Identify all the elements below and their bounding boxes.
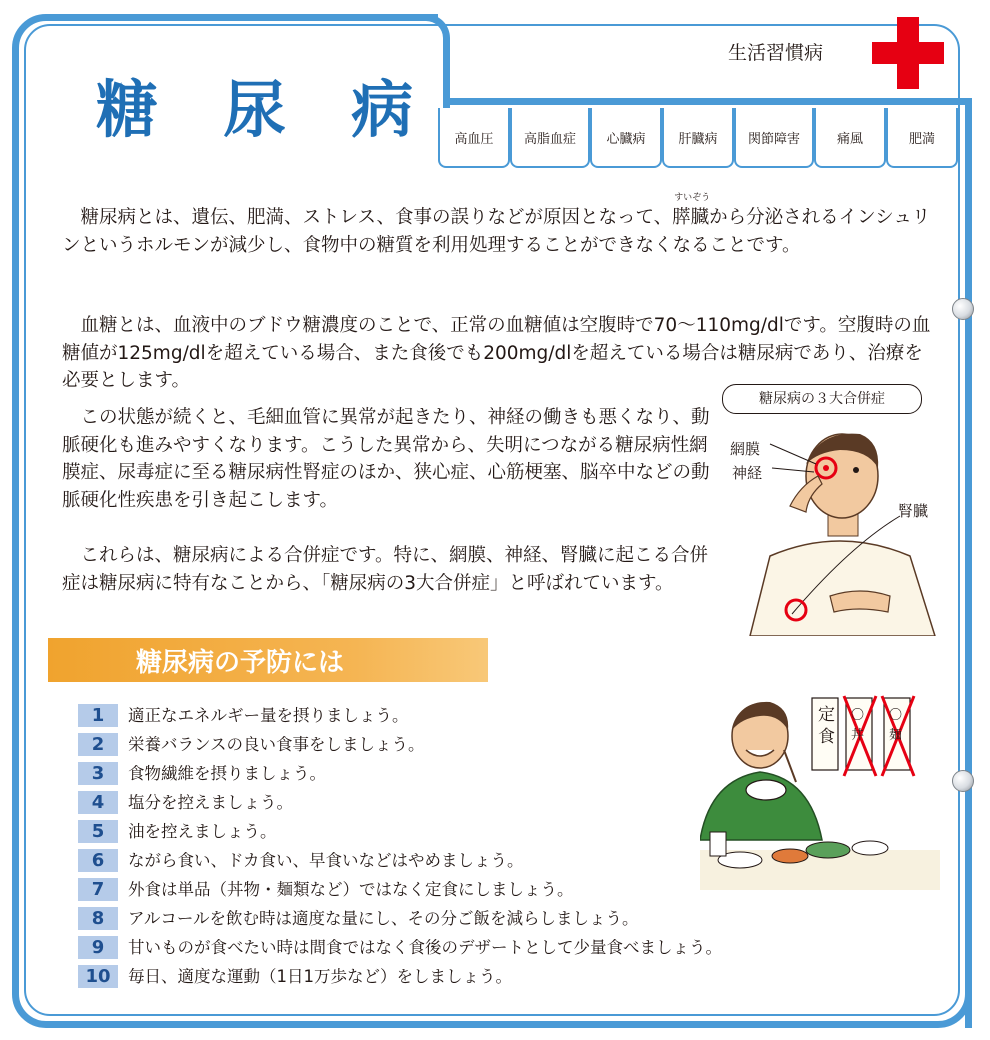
prevention-title: 糖尿病の予防には bbox=[136, 648, 345, 678]
note-kidney: 腎臓 bbox=[898, 502, 929, 520]
ruby-pancreas: すいぞう 膵臓 bbox=[672, 193, 711, 228]
item-number: 8 bbox=[78, 907, 118, 930]
item-number: 9 bbox=[78, 936, 118, 959]
item-number: 4 bbox=[78, 791, 118, 814]
sign-donburi: 〇丼 bbox=[851, 708, 865, 743]
category-label: 生活習慣病 bbox=[728, 42, 824, 64]
item-text: 甘いものが食べたい時は間食ではなく食後のデザートとして少量食べましょう。 bbox=[128, 938, 722, 957]
item-text: 毎日、適度な運動（1日1万歩など）をしましょう。 bbox=[128, 967, 512, 986]
list-item bbox=[78, 934, 838, 960]
item-number: 3 bbox=[78, 762, 118, 785]
sign-men: 〇麺 bbox=[889, 708, 903, 743]
item-text: 食物繊維を摂りましょう。 bbox=[128, 764, 326, 783]
tab-liver-disease[interactable]: 肝臓病 bbox=[662, 108, 734, 168]
list-item bbox=[78, 963, 838, 989]
frame-right-edge bbox=[965, 98, 972, 1028]
note-nerve: 神経 bbox=[732, 464, 763, 482]
item-text: アルコールを飲む時は適度な量にし、その分ご飯を減らしましょう。 bbox=[128, 909, 639, 928]
binder-ring-top bbox=[952, 298, 974, 320]
item-text: 塩分を控えましょう。 bbox=[128, 793, 293, 812]
tab-obesity[interactable]: 肥満 bbox=[886, 108, 958, 168]
tab-heart-disease[interactable]: 心臓病 bbox=[590, 108, 662, 168]
tab-joint-disorder[interactable]: 関節障害 bbox=[734, 108, 814, 168]
tab-hyperlipidemia[interactable]: 高脂血症 bbox=[510, 108, 590, 168]
note-retina: 網膜 bbox=[730, 440, 761, 458]
item-text: 適正なエネルギー量を摂りましょう。 bbox=[128, 706, 409, 725]
item-number: 7 bbox=[78, 878, 118, 901]
item-text: 油を控えましょう。 bbox=[128, 822, 277, 841]
paragraph-complications: この状態が続くと、毛細血管に異常が起きたり、神経の働きも悪くなり、動脈硬化も進みやすくなります。こうした異常から、失明につながる糖尿病性網膜症、尿毒症に至る糖尿病性腎症のほか、狭心症、心筋梗塞、脳卒中などの動脈硬化性疾患を引き起こします。 bbox=[62, 407, 710, 511]
page-title: 糖 尿 病 bbox=[96, 73, 436, 146]
item-number: 1 bbox=[78, 704, 118, 727]
tab-gout[interactable]: 痛風 bbox=[814, 108, 886, 168]
item-number: 10 bbox=[78, 965, 118, 988]
binder-ring-bottom bbox=[952, 770, 974, 792]
item-number: 2 bbox=[78, 733, 118, 756]
item-number: 5 bbox=[78, 820, 118, 843]
item-text: ながら食い、ドカ食い、早食いなどはやめましょう。 bbox=[128, 851, 524, 870]
paragraph-definition: 糖尿病とは、遺伝、肥満、ストレス、食事の誤りなどが原因となって、 すいぞう 膵臓から分泌されるインシュリンというホルモンが減少し、食物中の糖質を利用処理することができなくなることです。 bbox=[62, 193, 931, 256]
sign-teishoku: 定食 bbox=[818, 705, 835, 747]
illustration-label: 糖尿病の３大合併症 bbox=[722, 384, 922, 414]
tab-hypertension[interactable]: 高血圧 bbox=[438, 108, 510, 168]
item-text: 外食は単品（丼物・麺類など）ではなく定食にしましょう。 bbox=[128, 880, 574, 899]
item-number: 6 bbox=[78, 849, 118, 872]
paragraph-three-complications: これらは、糖尿病による合併症です。特に、網膜、神経、腎臓に起こる合併症は糖尿病に特有なことから、「糖尿病の3大合併症」と呼ばれています。 bbox=[62, 545, 709, 594]
item-text: 栄養バランスの良い食事をしましょう。 bbox=[128, 735, 425, 754]
list-item bbox=[78, 905, 838, 931]
complications-illustration bbox=[730, 416, 950, 636]
paragraph-blood-sugar: 血糖とは、血液中のブドウ糖濃度のことで、正常の血糖値は空腹時で70～110mg/dlです。空腹時の血糖値が125mg/dlを超えている場合、また食後でも200mg/dlを超えている場合は糖尿病であり、治療を必要とします。 bbox=[62, 315, 931, 391]
red-cross-icon bbox=[872, 17, 944, 89]
